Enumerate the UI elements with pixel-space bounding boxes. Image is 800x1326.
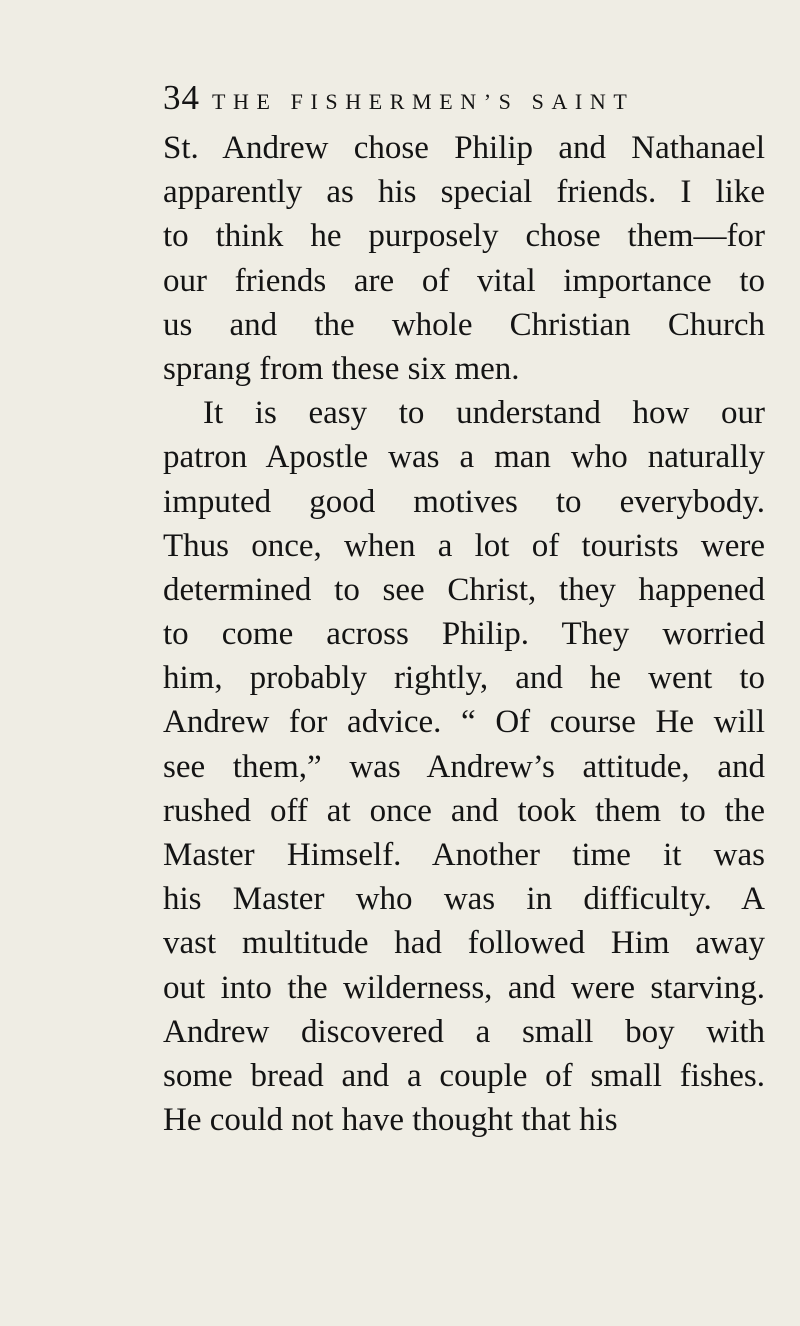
text-line: apparently as his special friends. I like [163, 174, 765, 211]
text-line: our friends are of vital importance to [163, 262, 765, 299]
text-line: Andrew for advice. “ Of course He will [163, 704, 765, 741]
text-line: rushed off at once and took them to the [163, 792, 765, 829]
text-line: He could not have thought that his [163, 1102, 618, 1139]
text-line: sprang from these six men. [163, 350, 520, 387]
text-line: determined to see Christ, they happened [163, 571, 765, 608]
text-line: some bread and a couple of small fishes. [163, 1057, 765, 1094]
text-line: us and the whole Christian Church [163, 306, 765, 343]
running-title: THE FISHERMEN’S SAINT [212, 89, 635, 114]
text-line: Master Himself. Another time it was [163, 837, 765, 873]
text-line: imputed good motives to everybody. [163, 483, 765, 520]
text-line: Andrew discovered a small boy with [163, 1013, 765, 1050]
text-line: to come across Philip. They worried [163, 616, 765, 653]
text-line: his Master who was in difficulty. A [163, 881, 765, 918]
page-number: 34 [163, 78, 200, 117]
body-text [163, 126, 765, 1142]
text-line: St. Andrew chose Philip and Nathanael [163, 130, 765, 166]
text-line: to think he purposely chose them—for [163, 218, 765, 255]
text-line: see them,” was Andrew’s attitude, and [163, 748, 765, 785]
text-line: him, probably rightly, and he went to [163, 660, 765, 697]
text-line: patron Apostle was a man who naturally [163, 439, 765, 476]
text-line: out into the wilderness, and were starving. [163, 969, 765, 1006]
text-line: It is easy to understand how our [203, 395, 765, 432]
text-line: vast multitude had followed Him away [163, 925, 765, 962]
running-head [163, 78, 723, 118]
text-line: Thus once, when a lot of tourists were [163, 527, 765, 564]
